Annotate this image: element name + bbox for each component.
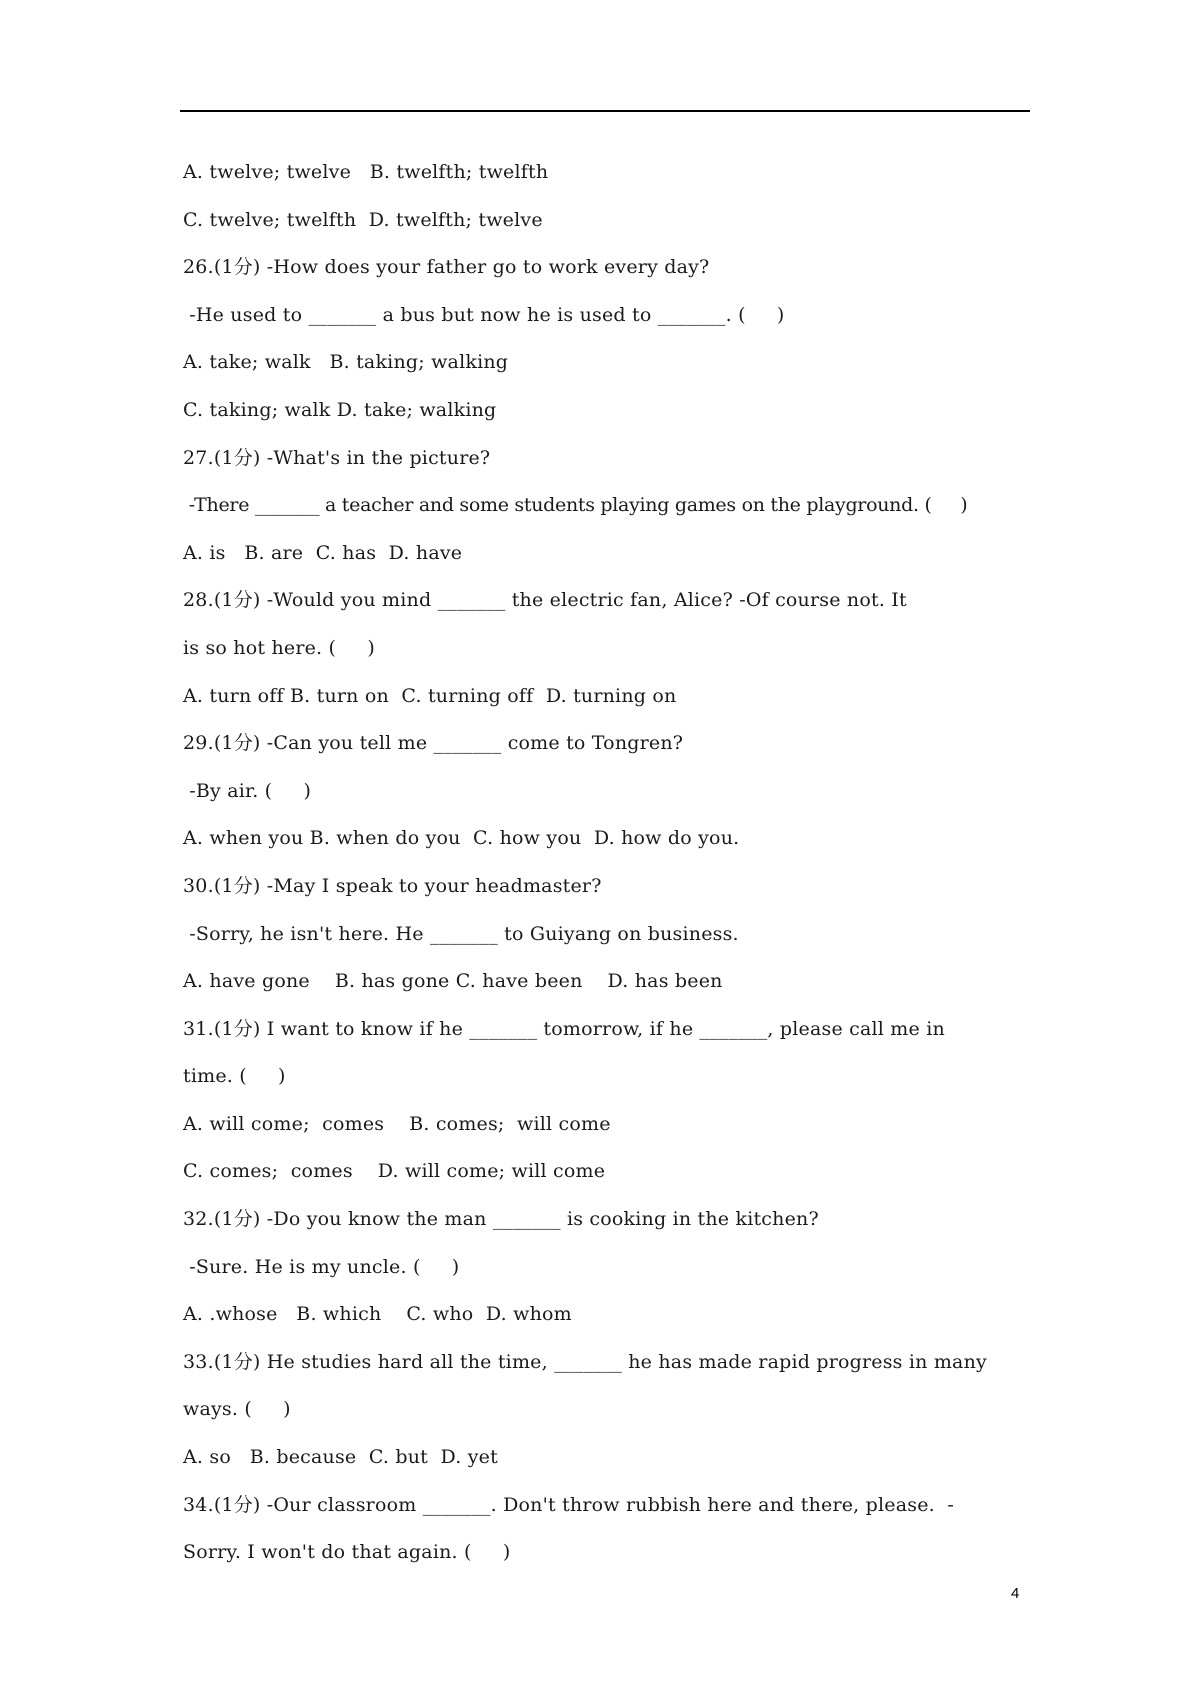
answer-options: A. have gone B. has gone C. have been D. has been bbox=[183, 970, 723, 993]
answer-options: A. turn off B. turn on C. turning off D. turning on bbox=[183, 684, 677, 707]
question-30-prompt: 30.(1分) -May I speak to your headmaster? bbox=[183, 874, 602, 897]
text-line: time. ( ) bbox=[183, 1065, 286, 1088]
answer-options: A. when you B. when do you C. how you D. how do you. bbox=[183, 827, 740, 850]
text-line: is so hot here. ( ) bbox=[183, 636, 375, 659]
text-line: C. twelve; twelfth D. twelfth; twelve bbox=[183, 208, 543, 231]
header-rule bbox=[180, 110, 1030, 112]
question-text-block bbox=[183, 149, 1033, 1577]
text-line: -By air. ( ) bbox=[183, 779, 312, 802]
answer-options: A. .whose B. which C. who D. whom bbox=[183, 1303, 572, 1326]
answer-options: C. comes; comes D. will come; will come bbox=[183, 1160, 606, 1183]
text-line: A. twelve; twelve B. twelfth; twelfth bbox=[183, 161, 549, 183]
question-26-prompt: 26.(1分) -How does your father go to work every day? bbox=[183, 256, 710, 279]
question-28-prompt: 28.(1分) -Would you mind _______ the electric fan, Alice? -Of course not. It bbox=[183, 589, 907, 612]
answer-options: A. is B. are C. has D. have bbox=[183, 541, 463, 564]
text-line: -He used to _______ a bus but now he is used to _______. ( ) bbox=[183, 303, 785, 326]
question-31-prompt: 31.(1分) I want to know if he _______ tomorrow, if he _______, please call me in bbox=[183, 1017, 945, 1040]
answer-options: A. will come; comes B. comes; will come bbox=[183, 1112, 611, 1135]
text-line: Sorry. I won't do that again. ( ) bbox=[183, 1541, 511, 1564]
text-line: -Sorry, he isn't here. He _______ to Guiyang on business. bbox=[183, 922, 739, 945]
question-27-prompt: 27.(1分) -What's in the picture? bbox=[183, 446, 491, 469]
question-33-prompt: 33.(1分) He studies hard all the time, _______ he has made rapid progress in many bbox=[183, 1350, 987, 1373]
question-32-prompt: 32.(1分) -Do you know the man _______ is cooking in the kitchen? bbox=[183, 1208, 819, 1231]
answer-options: C. taking; walk D. take; walking bbox=[183, 398, 497, 421]
answer-options: A. so B. because C. but D. yet bbox=[183, 1446, 498, 1469]
page-number: 4 bbox=[1011, 1585, 1020, 1602]
text-line: ways. ( ) bbox=[183, 1398, 291, 1421]
text-line: -There _______ a teacher and some students playing games on the playground. ( ) bbox=[183, 494, 968, 517]
question-34-prompt: 34.(1分) -Our classroom _______. Don't throw rubbish here and there, please. - bbox=[183, 1493, 954, 1516]
answer-options: A. take; walk B. taking; walking bbox=[183, 351, 509, 374]
question-29-prompt: 29.(1分) -Can you tell me _______ come to Tongren? bbox=[183, 732, 684, 755]
text-line: -Sure. He is my uncle. ( ) bbox=[183, 1255, 460, 1278]
